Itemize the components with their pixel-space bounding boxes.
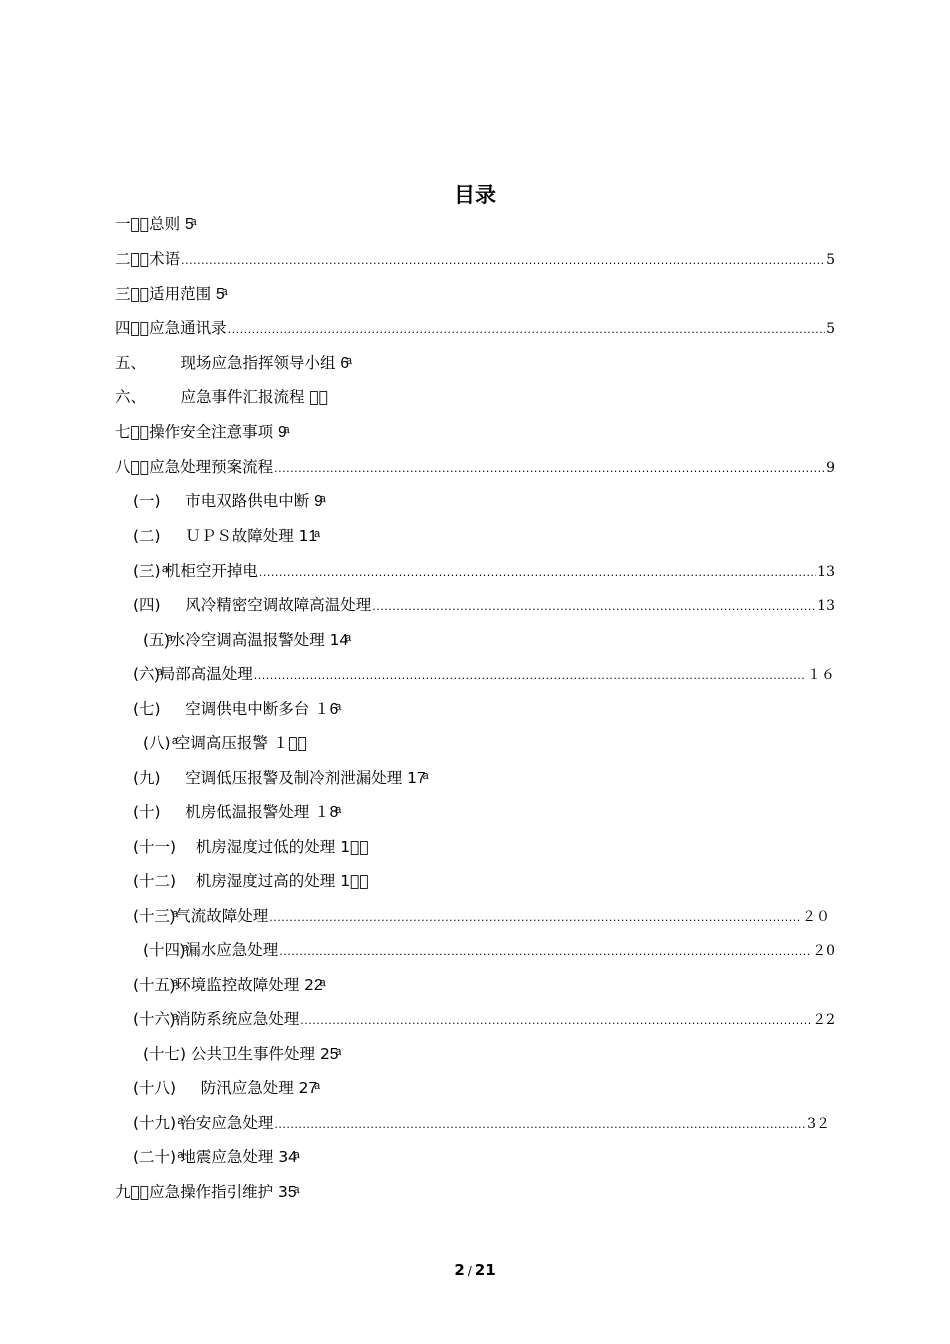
toc-leader-dots (269, 906, 801, 930)
toc-entry-page: 9 (826, 460, 835, 476)
toc-leader-dots (228, 318, 825, 342)
toc-leader-dots (259, 561, 816, 585)
toc-entry-11[interactable] (133, 559, 835, 583)
toc-entry-23[interactable] (133, 973, 323, 997)
toc-entry-8[interactable] (115, 455, 835, 479)
toc-entry-label: (二十) ͣ地震应急处理 34ͣ (133, 1148, 297, 1166)
toc-entry-label: 八、ͣ应急处理预案流程 (115, 458, 274, 476)
toc-entry-label: (十一) 机房湿度过低的处理 1９ͣ (133, 838, 369, 856)
toc-entry-label: (十三)ͣ气流故障处理 (133, 907, 269, 925)
toc-leader-dots (279, 940, 811, 964)
toc-entry-3[interactable] (115, 282, 225, 306)
toc-entry-label: (十六)ͣ消防系统应急处理 (133, 1010, 300, 1028)
toc-entry-label: 九、ͣ应急操作指引维护 35ͣ (115, 1183, 297, 1201)
toc-entry-label: (四) 风冷精密空调故障高温处理 (133, 596, 372, 614)
toc-entry-label: (十二) 机房湿度过高的处理 1９ͣ (133, 872, 369, 890)
toc-entry-page: 13 (817, 564, 835, 580)
toc-entry-22[interactable] (143, 938, 835, 962)
toc-leader-dots (372, 595, 816, 619)
toc-entry-label: (三) ͣ机柜空开掉电 (133, 562, 258, 580)
toc-entry-label: (一) 市电双路供电中断 9ͣ (133, 492, 323, 510)
toc-entry-page: ２0 (812, 943, 835, 959)
toc-entry-13[interactable] (143, 628, 348, 652)
toc-entry-10[interactable] (133, 524, 317, 548)
toc-entry-label: 六、 应急事件汇报流程 ７ͣ (115, 388, 329, 406)
toc-entry-page: 3２ (807, 1116, 830, 1132)
toc-entry-label: (十九) ͣ治安应急处理 (133, 1114, 274, 1132)
toc-entry-label: (五)ͣ水冷空调高温报警处理 14ͣ (143, 631, 349, 649)
toc-title: 目录 (454, 183, 496, 207)
toc-entry-page: 5 (826, 252, 835, 268)
toc-entry-page: １６ (807, 667, 835, 683)
toc-entry-page: 5 (826, 321, 835, 337)
page-separator: / (467, 1264, 472, 1278)
toc-entry-20[interactable] (133, 869, 369, 893)
toc-entry-label: (九) 空调低压报警及制冷剂泄漏处理 17ͣ (133, 769, 426, 787)
toc-entry-page: ２2 (812, 1012, 835, 1028)
toc-entry-label: (七) 空调供电中断多台 １6ͣ (133, 700, 339, 718)
toc-entry-2[interactable] (115, 247, 835, 271)
toc-entry-label: (二) ＵＰＳ故障处理 11ͣ (133, 527, 318, 545)
toc-entry-21[interactable] (133, 904, 830, 928)
toc-entry-label: 四、ͣ应急通讯录 (115, 319, 227, 337)
toc-entry-label: 五、 现场应急指挥领导小组 6ͣ (115, 354, 350, 372)
toc-entry-9[interactable] (133, 489, 323, 513)
toc-leader-dots (254, 664, 806, 688)
toc-entry-1[interactable] (115, 212, 194, 236)
toc-entry-label: (十七) 公共卫生事件处理 25ͣ (143, 1045, 339, 1063)
toc-leader-dots (274, 1113, 806, 1137)
toc-leader-dots (181, 249, 825, 273)
toc-entry-27[interactable] (133, 1111, 830, 1135)
current-page-number: 2 (454, 1261, 465, 1279)
toc-entry-label: (十四)ͣ漏水应急处理 (143, 941, 279, 959)
toc-leader-dots (274, 457, 825, 481)
toc-entry-page: ２０ (802, 909, 830, 925)
toc-entry-16[interactable] (143, 731, 307, 755)
toc-entry-label: (十八) 防汛应急处理 27ͣ (133, 1079, 318, 1097)
toc-entry-24[interactable] (133, 1007, 835, 1031)
toc-entry-6[interactable] (115, 385, 328, 409)
toc-entry-7[interactable] (115, 420, 287, 444)
toc-leader-dots (300, 1009, 811, 1033)
toc-entry-label: (八) ͣ空调高压报警 １７ͣ (143, 734, 307, 752)
toc-entry-29[interactable] (115, 1180, 297, 1204)
total-page-count: 21 (474, 1261, 496, 1279)
toc-entry-12[interactable] (133, 593, 835, 617)
toc-entry-4[interactable] (115, 316, 835, 340)
toc-entry-label: 七、ͣ操作安全注意事项 9ͣ (115, 423, 287, 441)
toc-entry-15[interactable] (133, 697, 338, 721)
toc-entry-label: (十) 机房低温报警处理 １8ͣ (133, 803, 339, 821)
toc-entry-label: 三、ͣ适用范围 5ͣ (115, 285, 225, 303)
toc-entry-label: 二、ͣ术语 (115, 250, 181, 268)
toc-entry-17[interactable] (133, 766, 426, 790)
toc-entry-19[interactable] (133, 835, 369, 859)
toc-entry-label: (十五)ͣ环境监控故障处理 22ͣ (133, 976, 323, 994)
toc-entry-25[interactable] (143, 1042, 338, 1066)
toc-entry-5[interactable] (115, 351, 349, 375)
toc-entry-page: 13 (817, 598, 835, 614)
page-number-footer (0, 1258, 950, 1283)
toc-entry-26[interactable] (133, 1076, 317, 1100)
toc-entry-label: 一、ͣ总则 5ͣ (115, 215, 194, 233)
toc-entry-14[interactable] (133, 662, 835, 686)
toc-entry-28[interactable] (133, 1145, 297, 1169)
toc-entry-label: (六)ͣ局部高温处理 (133, 665, 253, 683)
toc-entry-18[interactable] (133, 800, 338, 824)
